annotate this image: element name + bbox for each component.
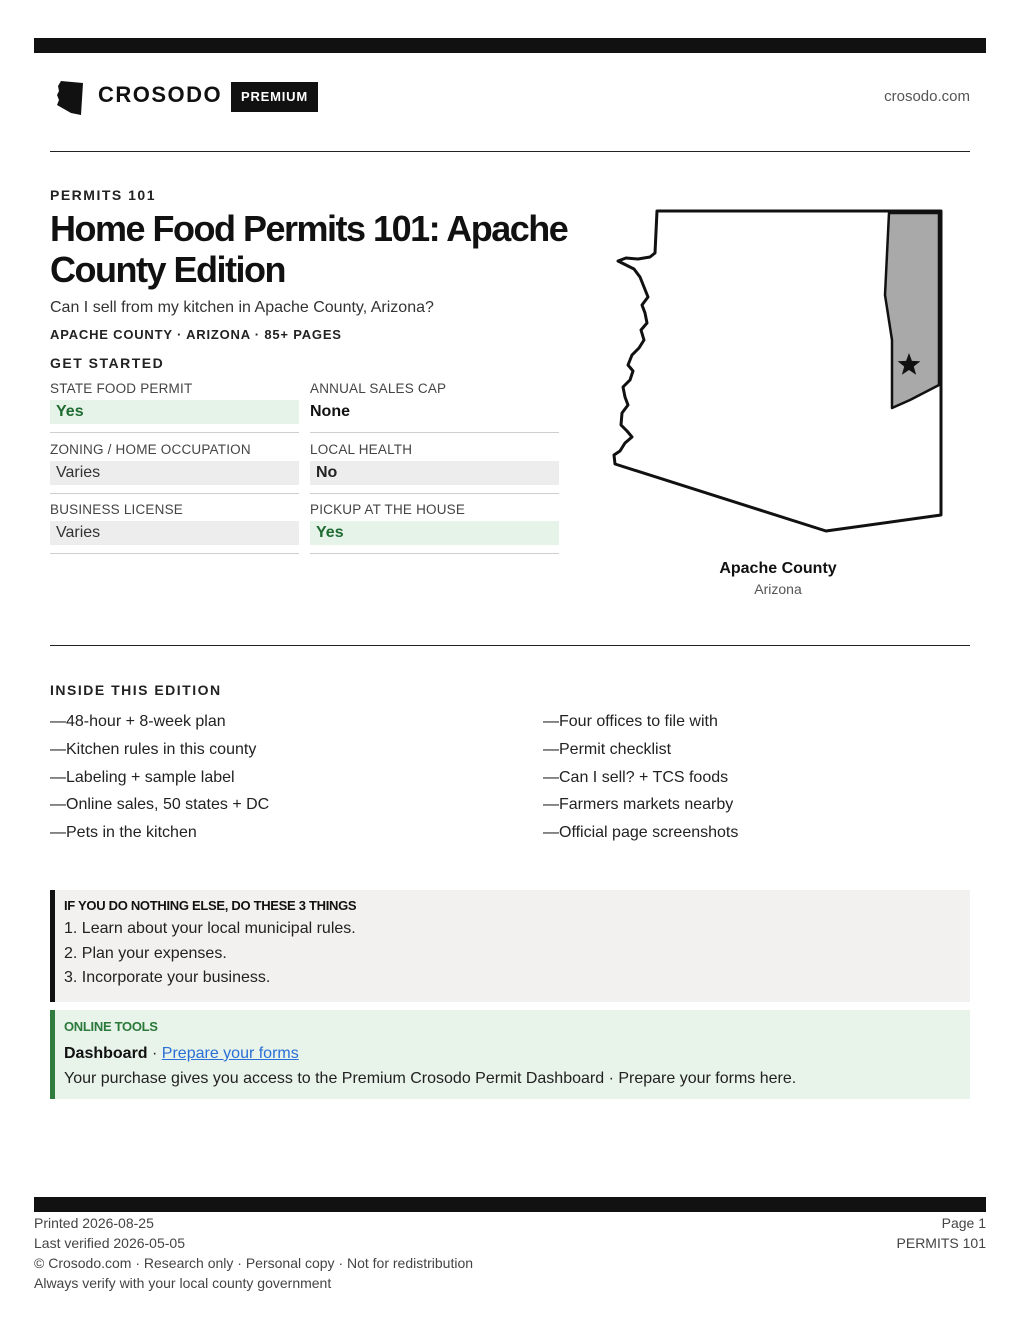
dashboard-line: [64, 1041, 970, 1066]
list-item: —48-hour + 8-week plan: [50, 713, 226, 730]
list-item: 1. Learn about your local municipal rules.: [64, 920, 356, 937]
footer-bar: [34, 1197, 986, 1212]
prepare-forms-link[interactable]: Prepare your forms: [161, 1045, 299, 1062]
fact-label: ZONING / HOME OCCUPATION: [50, 442, 251, 457]
copyright-notice: © Crosodo.com · Research only · Personal copy · Not for redistribution: [34, 1255, 474, 1271]
callout-heading: IF YOU DO NOTHING ELSE, DO THESE 3 THINGS: [64, 898, 357, 913]
dashboard-label: Dashboard: [64, 1045, 148, 1062]
premium-badge: PREMIUM: [231, 82, 318, 112]
footer-left: [34, 1213, 473, 1293]
fact-pickup-at-house: [310, 502, 559, 554]
list-item: —Permit checklist: [543, 740, 672, 758]
fact-value: No: [310, 461, 559, 485]
fact-zoning: [50, 442, 299, 494]
list-item: 2. Plan your expenses.: [64, 944, 227, 962]
fact-value: Yes: [310, 521, 559, 545]
footer-section: PERMITS 101: [896, 1235, 986, 1251]
page-title: Home Food Permits 101: Apache County Edition: [50, 208, 568, 290]
verify-note: Always verify with your local county government: [34, 1275, 332, 1291]
map-caption: [606, 560, 950, 597]
fact-state-food-permit: [50, 381, 299, 433]
fact-label: BUSINESS LICENSE: [50, 502, 183, 517]
fact-business-license: [50, 502, 299, 554]
list-item: 3. Incorporate your business.: [64, 969, 271, 986]
header: [50, 72, 970, 122]
online-tools-description: Your purchase gives you access to the Premium Crosodo Permit Dashboard · Prepare your forms here.: [64, 1070, 797, 1087]
list-item: —Online sales, 50 states + DC: [50, 796, 270, 814]
verified-date: Last verified 2026-05-05: [34, 1235, 185, 1251]
arizona-state-shape-icon: [54, 80, 84, 116]
footer-right: [897, 1213, 986, 1253]
divider: [50, 645, 970, 646]
list-item: —Four offices to file with: [543, 713, 718, 730]
contents-right-column: [543, 708, 738, 847]
list-item: —Farmers markets nearby: [543, 796, 734, 814]
apache-county-highlight: [885, 213, 939, 408]
divider: [50, 151, 970, 152]
get-started-heading: GET STARTED: [50, 355, 165, 371]
county-locator-map: [606, 205, 950, 535]
edition-meta: APACHE COUNTY · ARIZONA · 85+ PAGES: [50, 327, 342, 342]
online-tools-heading: ONLINE TOOLS: [64, 1019, 158, 1034]
fact-value: Varies: [50, 521, 299, 545]
page-number: Page 1: [941, 1215, 986, 1231]
page-subtitle: Can I sell from my kitchen in Apache County, Arizona?: [50, 299, 434, 316]
three-things-callout: [50, 890, 970, 1002]
section-eyebrow: PERMITS 101: [50, 187, 156, 203]
brand-name: CROSODO: [98, 82, 223, 107]
fact-value: None: [310, 403, 350, 420]
fact-value: Yes: [50, 400, 299, 424]
list-item: —Can I sell? + TCS foods: [543, 768, 729, 786]
separator: ·: [147, 1045, 162, 1062]
fact-label: ANNUAL SALES CAP: [310, 381, 447, 396]
contents-left-column: [50, 708, 269, 847]
fact-label: STATE FOOD PERMIT: [50, 381, 193, 396]
list-item: —Labeling + sample label: [50, 768, 235, 786]
list-item: —Pets in the kitchen: [50, 824, 197, 842]
list-item: —Official page screenshots: [543, 824, 739, 842]
map-county-name: Apache County: [719, 560, 837, 577]
site-url[interactable]: crosodo.com: [884, 88, 970, 105]
fact-value: Varies: [50, 461, 299, 485]
inside-edition-heading: INSIDE THIS EDITION: [50, 682, 222, 698]
fact-local-health: [310, 442, 559, 494]
fact-label: LOCAL HEALTH: [310, 442, 413, 457]
fact-label: PICKUP AT THE HOUSE: [310, 502, 466, 517]
online-tools-callout: [50, 1010, 970, 1099]
list-item: —Kitchen rules in this county: [50, 740, 257, 758]
map-state-name: Arizona: [754, 581, 802, 597]
top-bar: [34, 38, 986, 53]
printed-date: Printed 2026-08-25: [34, 1215, 154, 1231]
fact-annual-sales-cap: [310, 381, 559, 433]
